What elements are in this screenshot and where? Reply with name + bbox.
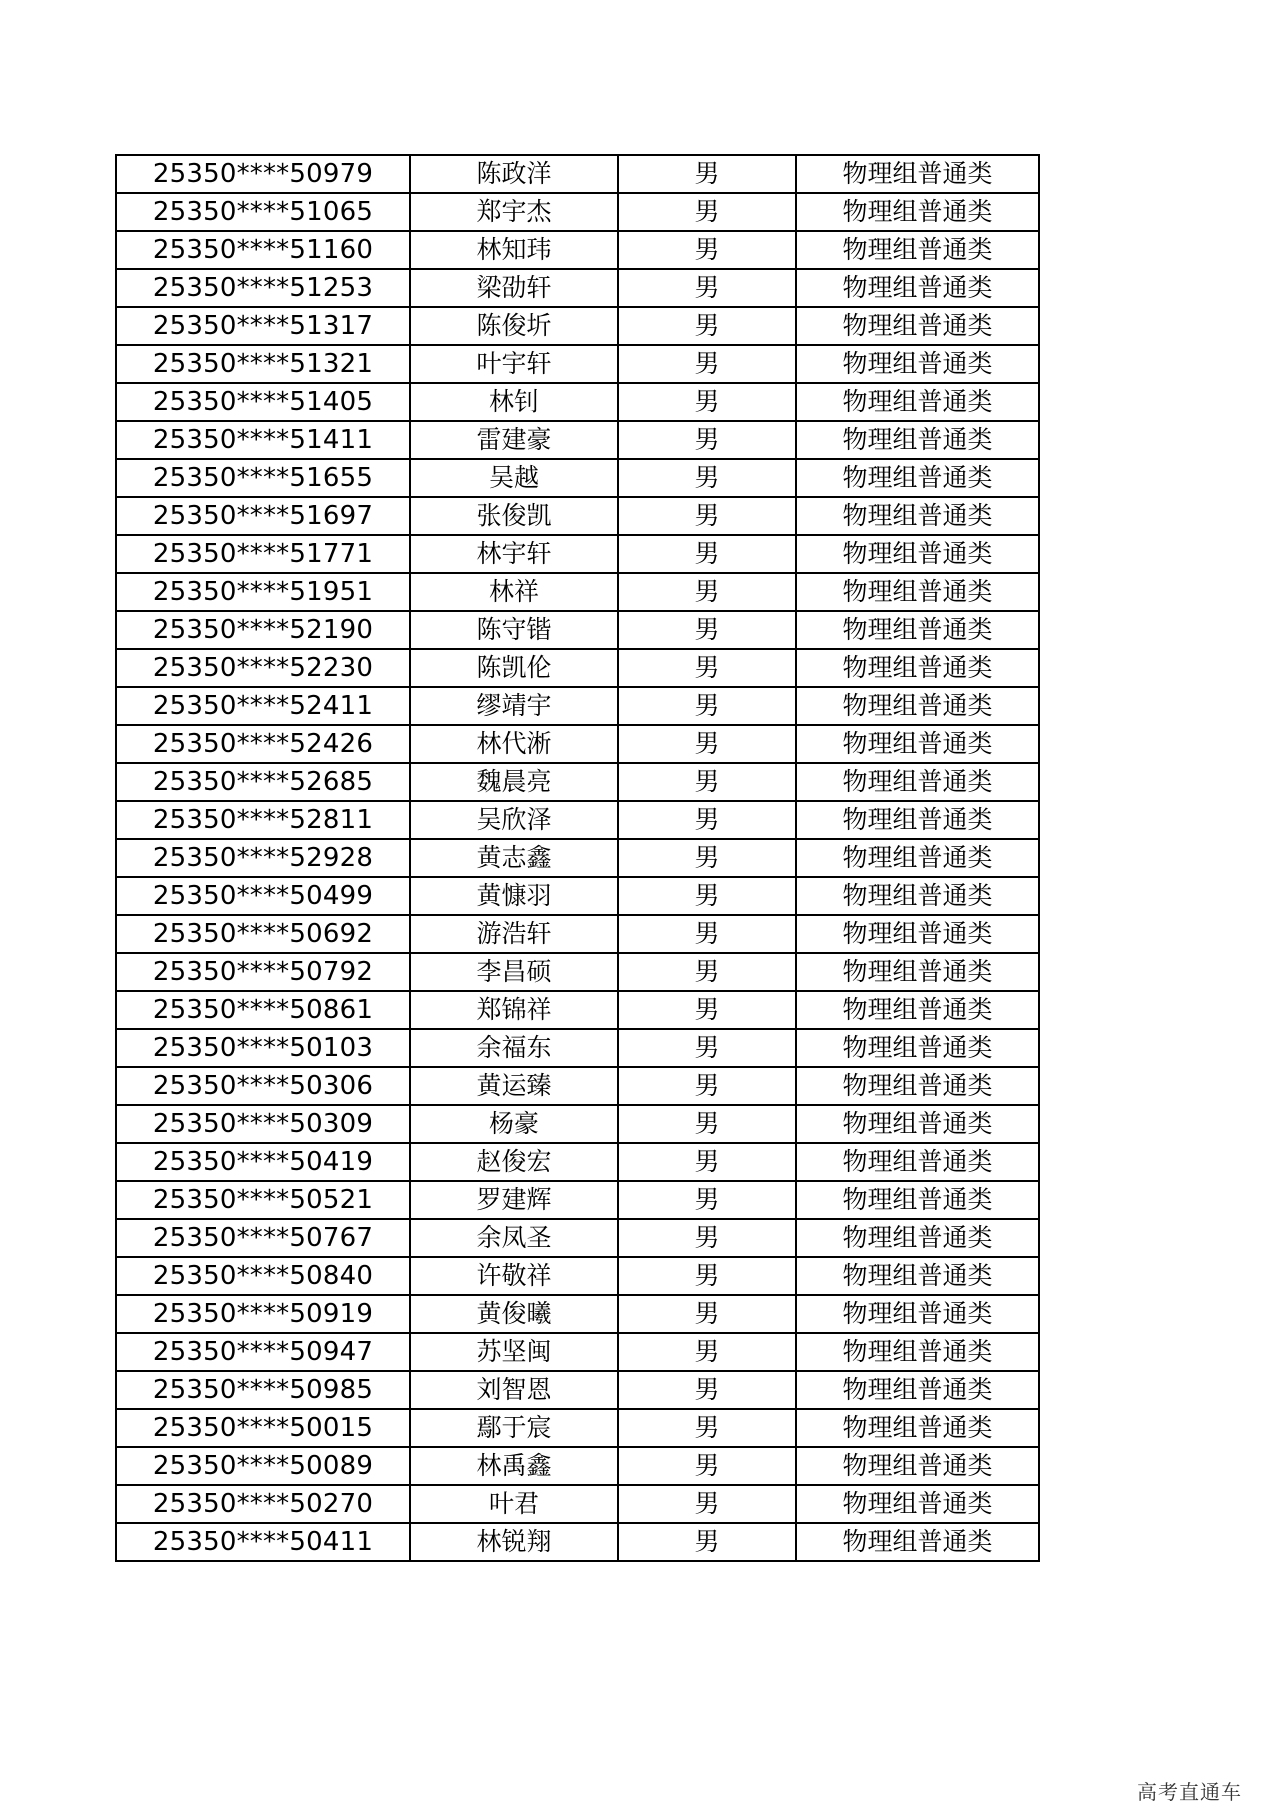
exam-number-cell: 25350****50419 [116,1143,410,1181]
student-name-cell: 余凤圣 [410,1219,618,1257]
watermark-text: 高考直通车 [1137,1780,1242,1804]
table-row [116,345,1039,383]
table-row [116,1333,1039,1371]
table-row [116,1105,1039,1143]
student-name-cell: 梁劭轩 [410,269,618,307]
table-row [116,1219,1039,1257]
gender-cell: 男 [618,915,796,953]
exam-number-cell: 25350****50919 [116,1295,410,1333]
student-name-cell: 黄运臻 [410,1067,618,1105]
gender-cell: 男 [618,1257,796,1295]
category-cell: 物理组普通类 [796,383,1039,421]
exam-number-cell: 25350****52190 [116,611,410,649]
category-cell: 物理组普通类 [796,1485,1039,1523]
student-name-cell: 林钊 [410,383,618,421]
category-cell: 物理组普通类 [796,421,1039,459]
table-row [116,1257,1039,1295]
gender-cell: 男 [618,1447,796,1485]
category-cell: 物理组普通类 [796,1333,1039,1371]
student-name-cell: 游浩轩 [410,915,618,953]
student-name-cell: 苏坚闽 [410,1333,618,1371]
exam-number-cell: 25350****50692 [116,915,410,953]
student-name-cell: 吴欣泽 [410,801,618,839]
table-row [116,649,1039,687]
exam-number-cell: 25350****51160 [116,231,410,269]
gender-cell: 男 [618,1067,796,1105]
gender-cell: 男 [618,1523,796,1561]
student-name-cell: 林祥 [410,573,618,611]
table-row [116,1523,1039,1561]
student-name-cell: 黄俊曦 [410,1295,618,1333]
exam-number-cell: 25350****51411 [116,421,410,459]
gender-cell: 男 [618,269,796,307]
exam-number-cell: 25350****50979 [116,155,410,193]
table-row [116,1143,1039,1181]
exam-number-cell: 25350****52411 [116,687,410,725]
exam-number-cell: 25350****50015 [116,1409,410,1447]
category-cell: 物理组普通类 [796,1371,1039,1409]
exam-number-cell: 25350****50411 [116,1523,410,1561]
gender-cell: 男 [618,535,796,573]
student-name-cell: 刘智恩 [410,1371,618,1409]
gender-cell: 男 [618,839,796,877]
student-name-cell: 林宇轩 [410,535,618,573]
table-row [116,801,1039,839]
student-name-cell: 陈俊圻 [410,307,618,345]
exam-number-cell: 25350****50089 [116,1447,410,1485]
gender-cell: 男 [618,801,796,839]
exam-number-cell: 25350****51771 [116,535,410,573]
table-row [116,839,1039,877]
table-row [116,383,1039,421]
student-name-cell: 郑锦祥 [410,991,618,1029]
gender-cell: 男 [618,611,796,649]
exam-number-cell: 25350****51321 [116,345,410,383]
student-name-cell: 林禹鑫 [410,1447,618,1485]
category-cell: 物理组普通类 [796,915,1039,953]
gender-cell: 男 [618,573,796,611]
category-cell: 物理组普通类 [796,1295,1039,1333]
gender-cell: 男 [618,231,796,269]
admission-list-table [115,154,1040,1562]
student-name-cell: 林代淅 [410,725,618,763]
category-cell: 物理组普通类 [796,877,1039,915]
exam-number-cell: 25350****52685 [116,763,410,801]
gender-cell: 男 [618,763,796,801]
category-cell: 物理组普通类 [796,1143,1039,1181]
student-name-cell: 黄志鑫 [410,839,618,877]
gender-cell: 男 [618,1371,796,1409]
exam-number-cell: 25350****50792 [116,953,410,991]
table-row [116,155,1039,193]
student-name-cell: 李昌硕 [410,953,618,991]
gender-cell: 男 [618,155,796,193]
table-row [116,269,1039,307]
category-cell: 物理组普通类 [796,801,1039,839]
student-name-cell: 赵俊宏 [410,1143,618,1181]
student-name-cell: 郑宇杰 [410,193,618,231]
category-cell: 物理组普通类 [796,231,1039,269]
table-row [116,915,1039,953]
exam-number-cell: 25350****52230 [116,649,410,687]
category-cell: 物理组普通类 [796,459,1039,497]
gender-cell: 男 [618,725,796,763]
student-name-cell: 雷建豪 [410,421,618,459]
table-row [116,1029,1039,1067]
category-cell: 物理组普通类 [796,193,1039,231]
exam-number-cell: 25350****50306 [116,1067,410,1105]
category-cell: 物理组普通类 [796,307,1039,345]
exam-number-cell: 25350****50767 [116,1219,410,1257]
exam-number-cell: 25350****52426 [116,725,410,763]
table-row [116,193,1039,231]
category-cell: 物理组普通类 [796,573,1039,611]
category-cell: 物理组普通类 [796,611,1039,649]
gender-cell: 男 [618,1295,796,1333]
table-row [116,1067,1039,1105]
gender-cell: 男 [618,1409,796,1447]
gender-cell: 男 [618,1219,796,1257]
gender-cell: 男 [618,1143,796,1181]
gender-cell: 男 [618,1029,796,1067]
gender-cell: 男 [618,383,796,421]
exam-number-cell: 25350****50985 [116,1371,410,1409]
gender-cell: 男 [618,307,796,345]
gender-cell: 男 [618,193,796,231]
table-row [116,497,1039,535]
exam-number-cell: 25350****52928 [116,839,410,877]
student-name-cell: 张俊凯 [410,497,618,535]
table-row [116,307,1039,345]
gender-cell: 男 [618,1181,796,1219]
category-cell: 物理组普通类 [796,953,1039,991]
table-row [116,1409,1039,1447]
table-row [116,991,1039,1029]
category-cell: 物理组普通类 [796,155,1039,193]
category-cell: 物理组普通类 [796,1409,1039,1447]
table-row [116,421,1039,459]
category-cell: 物理组普通类 [796,839,1039,877]
student-name-cell: 杨豪 [410,1105,618,1143]
table-row [116,1295,1039,1333]
gender-cell: 男 [618,1485,796,1523]
student-name-cell: 叶宇轩 [410,345,618,383]
table-row [116,1371,1039,1409]
table-row [116,535,1039,573]
table-row [116,1447,1039,1485]
category-cell: 物理组普通类 [796,535,1039,573]
gender-cell: 男 [618,991,796,1029]
exam-number-cell: 25350****50861 [116,991,410,1029]
category-cell: 物理组普通类 [796,763,1039,801]
exam-number-cell: 25350****50103 [116,1029,410,1067]
student-name-cell: 黄慷羽 [410,877,618,915]
category-cell: 物理组普通类 [796,725,1039,763]
gender-cell: 男 [618,345,796,383]
student-name-cell: 叶君 [410,1485,618,1523]
category-cell: 物理组普通类 [796,1447,1039,1485]
student-name-cell: 陈守锴 [410,611,618,649]
student-name-cell: 陈凯伦 [410,649,618,687]
category-cell: 物理组普通类 [796,269,1039,307]
table-row [116,763,1039,801]
gender-cell: 男 [618,1105,796,1143]
gender-cell: 男 [618,421,796,459]
table-row [116,725,1039,763]
category-cell: 物理组普通类 [796,1219,1039,1257]
student-name-cell: 林锐翔 [410,1523,618,1561]
exam-number-cell: 25350****51405 [116,383,410,421]
exam-number-cell: 25350****50947 [116,1333,410,1371]
gender-cell: 男 [618,687,796,725]
gender-cell: 男 [618,1333,796,1371]
student-name-cell: 吴越 [410,459,618,497]
gender-cell: 男 [618,649,796,687]
student-name-cell: 陈政洋 [410,155,618,193]
student-name-cell: 罗建辉 [410,1181,618,1219]
category-cell: 物理组普通类 [796,497,1039,535]
table-row [116,611,1039,649]
student-name-cell: 缪靖宇 [410,687,618,725]
category-cell: 物理组普通类 [796,1181,1039,1219]
student-name-cell: 许敬祥 [410,1257,618,1295]
exam-number-cell: 25350****51697 [116,497,410,535]
student-name-cell: 魏晨亮 [410,763,618,801]
exam-number-cell: 25350****50499 [116,877,410,915]
exam-number-cell: 25350****51951 [116,573,410,611]
gender-cell: 男 [618,877,796,915]
category-cell: 物理组普通类 [796,991,1039,1029]
exam-number-cell: 25350****50521 [116,1181,410,1219]
category-cell: 物理组普通类 [796,1067,1039,1105]
gender-cell: 男 [618,953,796,991]
category-cell: 物理组普通类 [796,345,1039,383]
exam-number-cell: 25350****50270 [116,1485,410,1523]
gender-cell: 男 [618,497,796,535]
table-row [116,877,1039,915]
exam-number-cell: 25350****50840 [116,1257,410,1295]
exam-number-cell: 25350****51317 [116,307,410,345]
exam-number-cell: 25350****51065 [116,193,410,231]
student-name-cell: 林知玮 [410,231,618,269]
category-cell: 物理组普通类 [796,1257,1039,1295]
table-body [116,155,1039,1561]
exam-number-cell: 25350****51655 [116,459,410,497]
table-row [116,1485,1039,1523]
student-name-cell: 余福东 [410,1029,618,1067]
category-cell: 物理组普通类 [796,1523,1039,1561]
table-row [116,687,1039,725]
table-row [116,953,1039,991]
table-row [116,231,1039,269]
exam-number-cell: 25350****52811 [116,801,410,839]
exam-number-cell: 25350****51253 [116,269,410,307]
category-cell: 物理组普通类 [796,1105,1039,1143]
table-row [116,1181,1039,1219]
category-cell: 物理组普通类 [796,1029,1039,1067]
student-name-cell: 鄢于宸 [410,1409,618,1447]
category-cell: 物理组普通类 [796,649,1039,687]
gender-cell: 男 [618,459,796,497]
table-row [116,573,1039,611]
exam-number-cell: 25350****50309 [116,1105,410,1143]
category-cell: 物理组普通类 [796,687,1039,725]
table-row [116,459,1039,497]
